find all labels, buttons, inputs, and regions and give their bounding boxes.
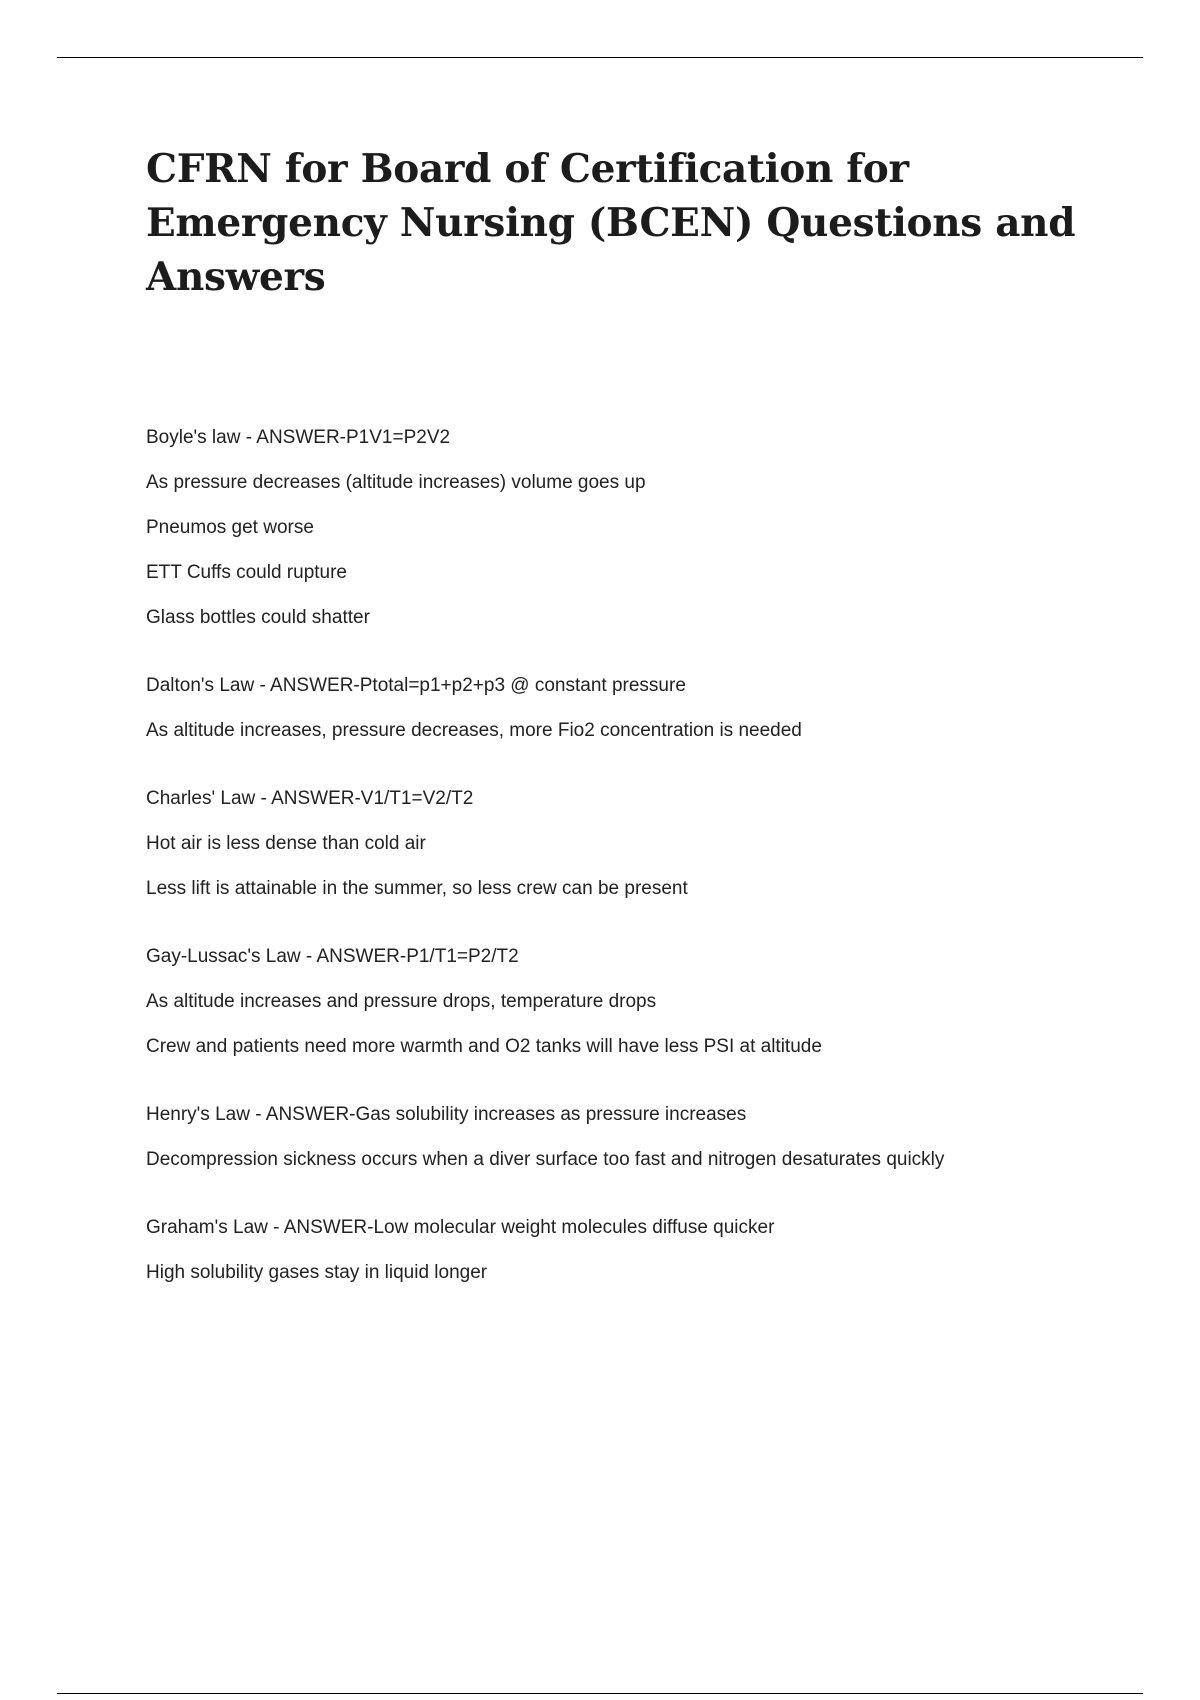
qa-answer-line: As pressure decreases (altitude increases) volume goes up bbox=[146, 472, 646, 493]
qa-block-boyles-law bbox=[146, 426, 1146, 629]
qa-block-gay-lussacs-law bbox=[146, 945, 1146, 1058]
qa-question-line: Henry's Law - ANSWER-Gas solubility increases as pressure increases bbox=[146, 1104, 747, 1125]
qa-answer-line: Hot air is less dense than cold air bbox=[146, 833, 426, 854]
qa-block-grahams-law bbox=[146, 1216, 1146, 1284]
bottom-divider bbox=[57, 1693, 1143, 1694]
qa-block-daltons-law bbox=[146, 674, 1146, 742]
qa-answer-line: Decompression sickness occurs when a diver surface too fast and nitrogen desaturates quickly bbox=[146, 1149, 945, 1170]
top-divider bbox=[57, 57, 1143, 58]
qa-question-line: Gay-Lussac's Law - ANSWER-P1/T1=P2/T2 bbox=[146, 946, 519, 967]
qa-list bbox=[146, 426, 1146, 1329]
qa-answer-line: Pneumos get worse bbox=[146, 517, 314, 538]
qa-question-line: Boyle's law - ANSWER-P1V1=P2V2 bbox=[146, 427, 451, 448]
qa-question-line: Dalton's Law - ANSWER-Ptotal=p1+p2+p3 @ constant pressure bbox=[146, 675, 686, 696]
qa-question-line: Charles' Law - ANSWER-V1/T1=V2/T2 bbox=[146, 788, 474, 809]
page-title: CFRN for Board of Certification for Emergency Nursing (BCEN) Questions and Answers bbox=[146, 146, 1076, 300]
qa-block-charles-law bbox=[146, 787, 1146, 900]
qa-answer-line: Less lift is attainable in the summer, so less crew can be present bbox=[146, 878, 688, 899]
qa-answer-line: ETT Cuffs could rupture bbox=[146, 562, 348, 583]
qa-answer-line: As altitude increases, pressure decreases, more Fio2 concentration is needed bbox=[146, 720, 802, 741]
qa-answer-line: As altitude increases and pressure drops, temperature drops bbox=[146, 991, 657, 1012]
qa-answer-line: Crew and patients need more warmth and O2 tanks will have less PSI at altitude bbox=[146, 1036, 822, 1057]
qa-block-henrys-law bbox=[146, 1103, 1146, 1171]
qa-answer-line: High solubility gases stay in liquid longer bbox=[146, 1262, 488, 1283]
qa-answer-line: Glass bottles could shatter bbox=[146, 607, 370, 628]
qa-question-line: Graham's Law - ANSWER-Low molecular weight molecules diffuse quicker bbox=[146, 1217, 775, 1238]
